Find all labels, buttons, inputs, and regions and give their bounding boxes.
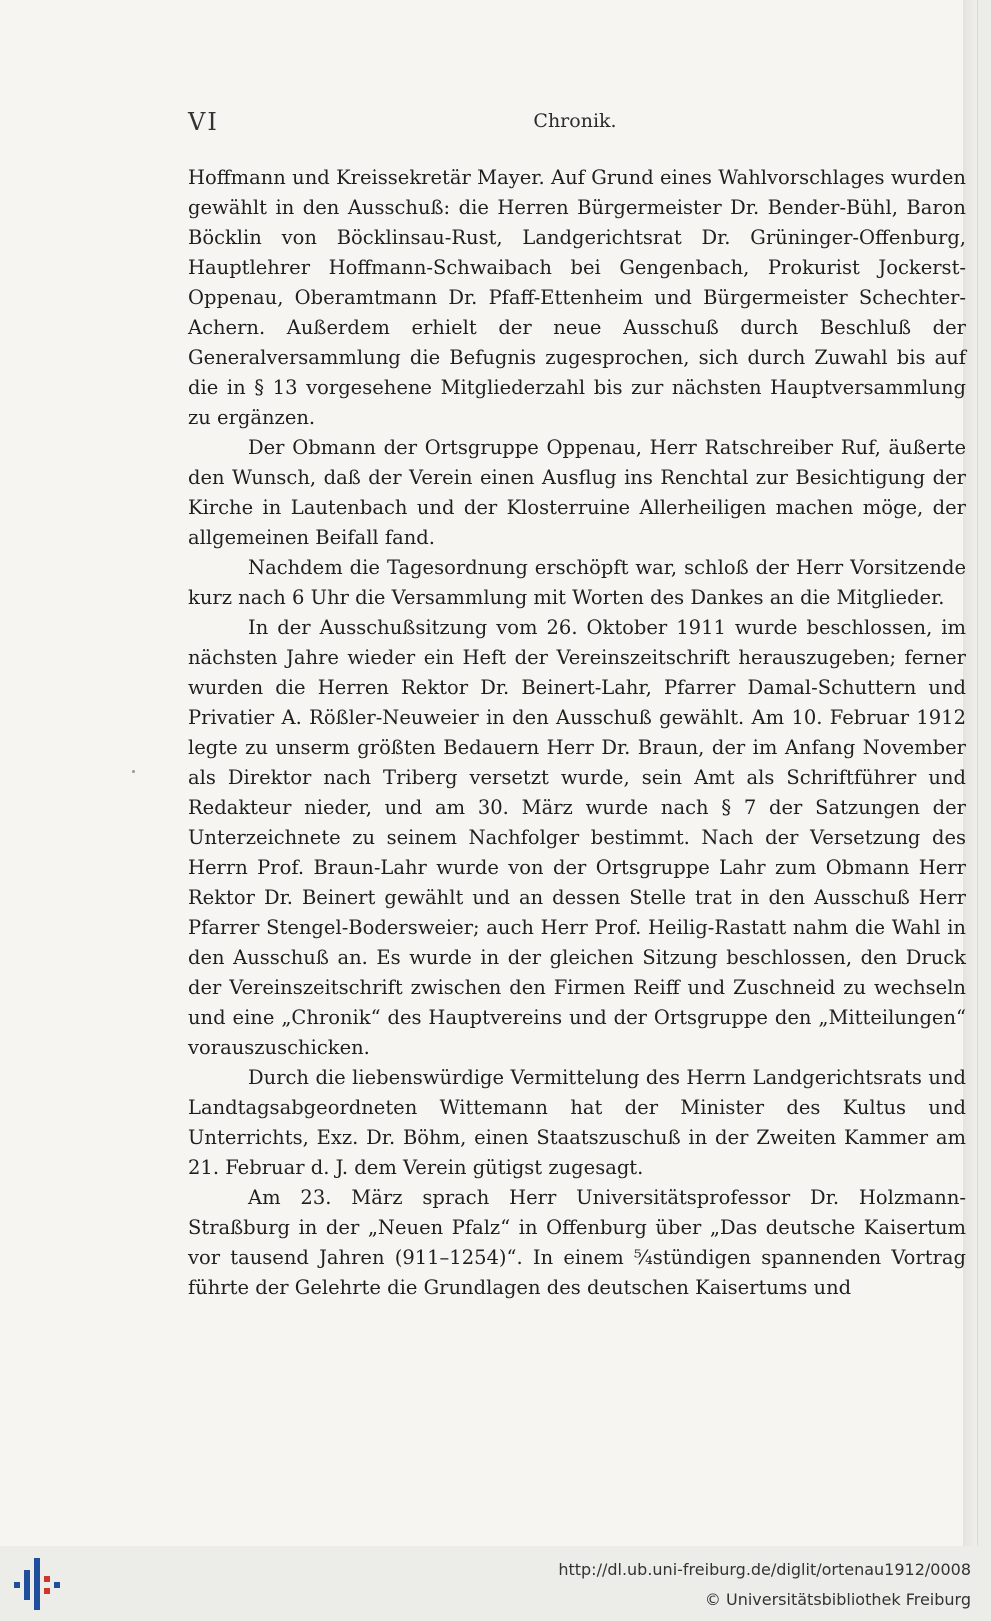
paragraph-schluss: Nachdem die Tagesordnung erschöpft war, schloß der Herr Vorsitzende kurz nach 6 Uhr die Versammlung mit Worten des Dankes an die Mitglieder. xyxy=(188,556,966,609)
body-text xyxy=(188,163,966,1303)
permalink-url[interactable]: http://dl.ub.uni-freiburg.de/diglit/ortenau1912/0008 xyxy=(558,1560,971,1579)
paragraph-vortrag: Am 23. März sprach Herr Universitätsprofessor Dr. Holzmann-Straßburg in der „Neuen Pfalz“ in Offenburg über „Das deutsche Kaisertum vor tausend Jahren (911–1254)“. In einem ⁵⁄₄stündigen spannenden Vortrag führte der Gelehrte die Grundlagen des deutschen Kaisertums und xyxy=(188,1186,966,1299)
margin-mark xyxy=(132,770,135,773)
copyright-notice: © Universitätsbibliothek Freiburg xyxy=(704,1590,971,1609)
running-title: Chronik. xyxy=(533,110,617,132)
paragraph-ausflug: Der Obmann der Ortsgruppe Oppenau, Herr Ratschreiber Ruf, äußerte den Wunsch, daß der Verein einen Ausflug ins Renchtal zur Besichtigung der Kirche in Lautenbach und der Klosterruine Allerheiligen machen möge, der allgemeinen Beifall fand. xyxy=(188,436,966,549)
ub-freiburg-logo-icon xyxy=(8,1554,64,1614)
paragraph-staatszuschuss: Durch die liebenswürdige Vermittelung des Herrn Landgerichtsrats und Landtagsabgeordneten Wittemann hat der Minister des Kultus und Unterrichts, Exz. Dr. Böhm, einen Staatszuschuß in der Zweiten Kammer am 21. Februar d. J. dem Verein gütigst zugesagt. xyxy=(188,1066,966,1179)
paragraph-continued: Hoffmann und Kreissekretär Mayer. Auf Grund eines Wahlvorschlages wurden gewählt in den Ausschuß: die Herren Bürgermeister Dr. Bender-Bühl, Baron Böcklin von Böcklinsau-Rust, Landgerichtsrat Dr. Grüninger-Offenburg, Hauptlehrer Hoffmann-Schwaibach bei Gengenbach, Prokurist Jockerst-Oppenau, Oberamtmann Dr. Pfaff-Ettenheim und Bürgermeister Schechter-Achern. Außerdem erhielt der neue Ausschuß durch Beschluß der Generalversammlung die Befugnis zugesprochen, sich durch Zuwahl bis auf die in § 13 vorgesehene Mitgliederzahl bis zur nächsten Hauptversammlung zu ergänzen. xyxy=(188,166,966,429)
viewer-footer xyxy=(0,1546,991,1621)
paragraph-ausschusssitzung: In der Ausschußsitzung vom 26. Oktober 1911 wurde beschlossen, im nächsten Jahre wieder ein Heft der Vereinszeitschrift herauszugeben; ferner wurden die Herren Rektor Dr. Beinert-Lahr, Pfarrer Damal-Schuttern und Privatier A. Rößler-Neuweier in den Ausschuß gewählt. Am 10. Februar 1912 legte zu unserm größten Bedauern Herr Dr. Braun, der im Anfang November als Direktor nach Triberg versetzt wurde, sein Amt als Schriftführer und Redakteur nieder, und am 30. März wurde nach § 7 der Satzungen der Unterzeichnete zu seinem Nachfolger bestimmt. Nach der Versetzung des Herrn Prof. Braun-Lahr wurde von der Ortsgruppe Lahr zum Obmann Herr Rektor Dr. Beinert gewählt und an dessen Stelle trat in den Ausschuß Herr Pfarrer Stengel-Bodersweier; auch Herr Prof. Heilig-Rastatt nahm die Wahl in den Ausschuß an. Es wurde in der gleichen Sitzung beschlossen, den Druck der Vereinszeitschrift zwischen den Firmen Reiff und Zuschneid zu wechseln und eine „Chronik“ des Hauptvereins und der Ortsgruppe den „Mitteilungen“ vorauszuschicken. xyxy=(188,616,966,1059)
page-number: VI xyxy=(188,108,219,136)
